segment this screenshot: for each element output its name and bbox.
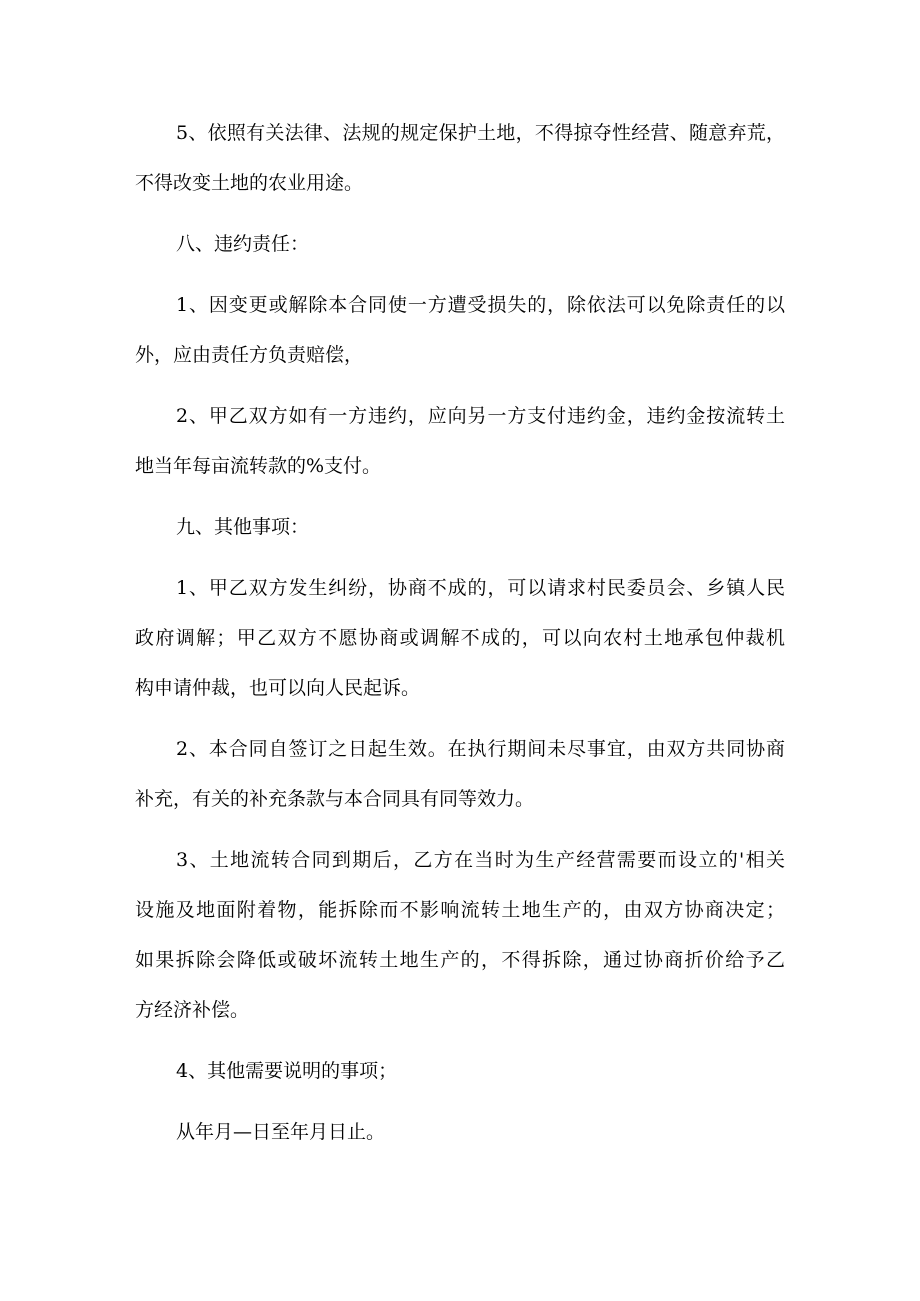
clause-other-3-expiry (135, 835, 785, 1035)
paragraph-line: 1、甲乙双方发生纠纷，协商不成的，可以请求村民委员会、乡镇人民 (176, 577, 785, 599)
clause-breach-1 (135, 280, 785, 380)
clause-breach-2 (135, 391, 785, 491)
paragraph-line: 5、依照有关法律、法规的规定保护土地，不得掠夺性经营、随意弃荒， (176, 122, 785, 144)
paragraph-line: 补充，有关的补充条款与本合同具有同等效力。 (135, 788, 535, 810)
paragraph-line: 不得改变土地的农业用途。 (135, 172, 364, 194)
clause-other-4-notes (135, 1046, 785, 1096)
paragraph-line: 从年月—日至年月日止。 (176, 1121, 386, 1143)
clause-5-land-protection (135, 108, 785, 208)
paragraph-line: 4、其他需要说明的事项； (176, 1060, 398, 1082)
clause-other-1-dispute (135, 563, 785, 713)
paragraph-line: 构申请仲裁，也可以向人民起诉。 (135, 677, 421, 699)
clause-other-2-effective (135, 724, 785, 824)
paragraph-line: 方经济补偿。 (135, 999, 250, 1021)
paragraph-line: 1、因变更或解除本合同使一方遭受损失的，除依法可以免除责任的以 (176, 294, 785, 316)
paragraph-line: 2、本合同自签订之日起生效。在执行期间未尽事宜，由双方共同协商 (176, 738, 785, 760)
document-body (135, 108, 785, 1168)
section-heading: 八、违约责任： (176, 233, 310, 255)
term-period-line (135, 1107, 785, 1157)
section-heading-breach-liability (135, 219, 785, 269)
paragraph-line: 设施及地面附着物，能拆除而不影响流转土地生产的，由双方协商决定； (135, 899, 785, 921)
paragraph-line: 外，应由责任方负责赔偿， (135, 344, 364, 366)
paragraph-line: 政府调解；甲乙双方不愿协商或调解不成的，可以向农村土地承包仲裁机 (135, 627, 785, 649)
paragraph-line: 2、甲乙双方如有一方违约，应向另一方支付违约金，违约金按流转土 (176, 405, 785, 427)
paragraph-line: 如果拆除会降低或破坏流转土地生产的，不得拆除，通过协商折价给予乙 (135, 949, 785, 971)
paragraph-line: 地当年每亩流转款的%支付。 (135, 455, 382, 477)
section-heading-other-matters (135, 502, 785, 552)
section-heading: 九、其他事项： (176, 516, 310, 538)
paragraph-line: 3、土地流转合同到期后，乙方在当时为生产经营需要而设立的'相关 (176, 849, 785, 871)
